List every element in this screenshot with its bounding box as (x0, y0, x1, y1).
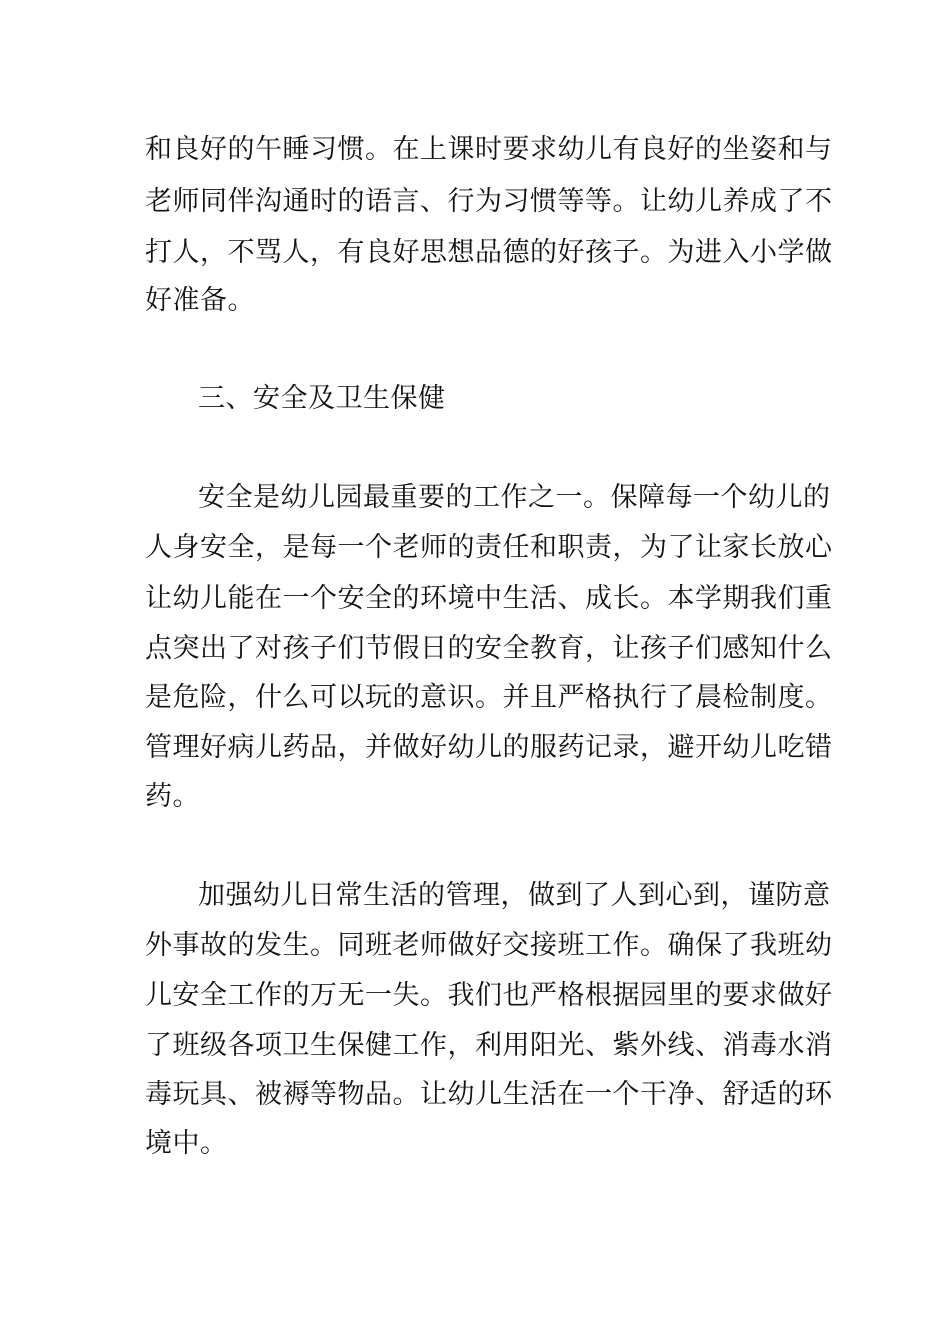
text-line: 毒玩具、被褥等物品。让幼儿生活在一个干净、舒适的环 (145, 1079, 833, 1110)
text-line: 管理好病儿药品，并做好幼儿的服药记录，避开幼儿吃错 (145, 732, 833, 763)
text-line: 了班级各项卫生保健工作，利用阳光、紫外线、消毒水消 (145, 1030, 833, 1061)
text-line: 外事故的发生。同班老师做好交接班工作。确保了我班幼 (145, 930, 833, 961)
text-line: 人身安全，是每一个老师的责任和职责，为了让家长放心 (145, 532, 833, 563)
text-line: 老师同伴沟通时的语言、行为习惯等等。让幼儿养成了不 (145, 186, 833, 217)
section-heading: 三、安全及卫生保健 (198, 383, 446, 414)
text-line: 加强幼儿日常生活的管理，做到了人到心到，谨防意 (198, 880, 831, 911)
text-line: 好准备。 (145, 285, 255, 316)
text-line: 打人，不骂人，有良好思想品德的好孩子。为进入小学做 (145, 237, 833, 268)
text-line: 和良好的午睡习惯。在上课时要求幼儿有良好的坐姿和与 (145, 134, 833, 165)
text-line: 安全是幼儿园最重要的工作之一。保障每一个幼儿的 (198, 482, 831, 513)
text-line: 药。 (145, 781, 200, 812)
text-line: 让幼儿能在一个安全的环境中生活、成长。本学期我们重 (145, 583, 833, 614)
text-line: 是危险，什么可以玩的意识。并且严格执行了晨检制度。 (145, 682, 833, 713)
text-line: 境中。 (145, 1128, 228, 1159)
text-line: 儿安全工作的万无一失。我们也严格根据园里的要求做好 (145, 980, 833, 1011)
text-line: 点突出了对孩子们节假日的安全教育，让孩子们感知什么 (145, 633, 833, 664)
